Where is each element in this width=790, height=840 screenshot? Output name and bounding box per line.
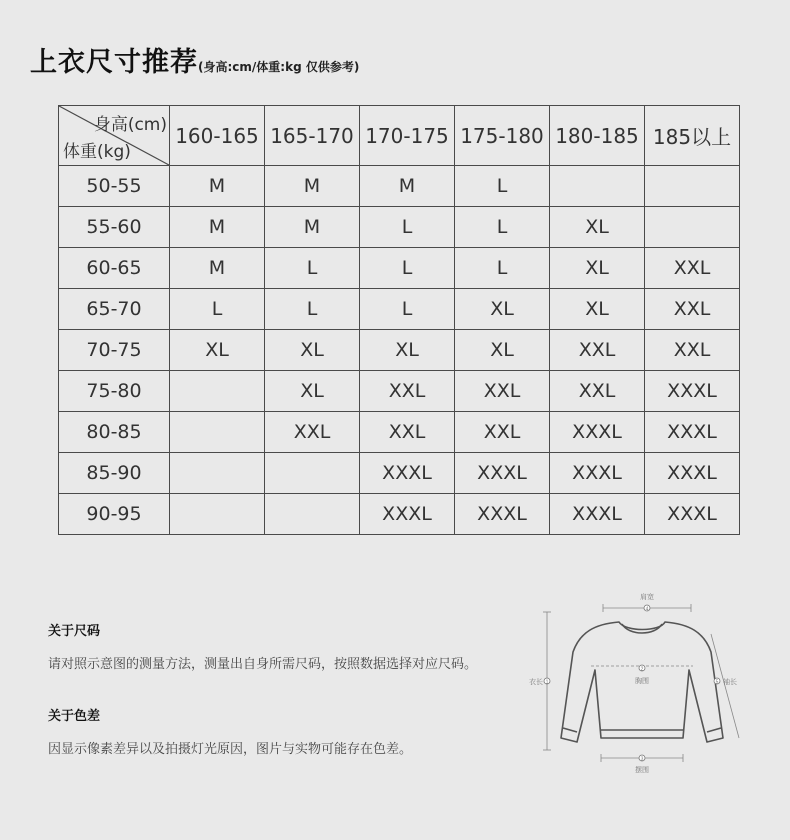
table-row: [59, 207, 740, 248]
size-cell: M: [170, 166, 265, 207]
page-title: [30, 40, 359, 79]
size-cell: XL: [170, 330, 265, 371]
corner-height-label: 身高(cm): [93, 115, 167, 135]
size-cell: XXXL: [455, 494, 550, 535]
num-5: 5: [715, 679, 719, 686]
size-cell: [265, 494, 360, 535]
size-cell: XXXL: [550, 494, 645, 535]
size-cell: XXXL: [645, 453, 740, 494]
size-cell: XXXL: [360, 453, 455, 494]
column-header: 175-180: [455, 106, 550, 166]
size-note-heading: 关于尺码: [48, 624, 101, 639]
size-cell: [645, 207, 740, 248]
num-4: 4: [645, 606, 649, 613]
size-cell: M: [170, 248, 265, 289]
size-cell: [645, 166, 740, 207]
sweater-measurement-diagram: [525, 590, 775, 780]
size-cell: L: [265, 248, 360, 289]
table-row: [59, 289, 740, 330]
size-cell: [550, 166, 645, 207]
size-cell: L: [265, 289, 360, 330]
size-cell: XL: [550, 289, 645, 330]
table-row: [59, 494, 740, 535]
row-weight-label: 55-60: [59, 207, 170, 248]
size-cell: XXL: [360, 371, 455, 412]
measure-labels: [529, 592, 737, 774]
size-cell: XL: [265, 371, 360, 412]
num-3: 3: [640, 756, 644, 763]
num-2: 2: [640, 666, 644, 673]
size-cell: M: [265, 207, 360, 248]
size-cell: XXL: [645, 248, 740, 289]
column-header: 180-185: [550, 106, 645, 166]
table-header-row: [59, 106, 740, 166]
size-note-text: 请对照示意图的测量方法，测量出自身所需尺码，按照数据选择对应尺码。: [48, 657, 478, 672]
color-note-heading: 关于色差: [48, 709, 101, 724]
size-cell: XXL: [550, 330, 645, 371]
table-row: [59, 453, 740, 494]
size-cell: XXL: [455, 412, 550, 453]
size-cell: L: [455, 166, 550, 207]
table-row: [59, 330, 740, 371]
row-weight-label: 75-80: [59, 371, 170, 412]
size-cell: XXXL: [645, 412, 740, 453]
size-cell: M: [265, 166, 360, 207]
hem-label: 摆围: [635, 767, 649, 774]
size-cell: [170, 453, 265, 494]
table-row: [59, 371, 740, 412]
size-cell: [170, 494, 265, 535]
row-weight-label: 60-65: [59, 248, 170, 289]
size-cell: L: [170, 289, 265, 330]
size-cell: XXL: [360, 412, 455, 453]
size-cell: M: [170, 207, 265, 248]
size-cell: XXXL: [360, 494, 455, 535]
size-cell: XXL: [645, 330, 740, 371]
size-cell: XXL: [645, 289, 740, 330]
row-weight-label: 80-85: [59, 412, 170, 453]
notes-section: [48, 620, 478, 764]
size-cell: M: [360, 166, 455, 207]
table-row: [59, 412, 740, 453]
column-header: 170-175: [360, 106, 455, 166]
size-cell: XXXL: [645, 494, 740, 535]
row-weight-label: 90-95: [59, 494, 170, 535]
size-cell: XXXL: [550, 453, 645, 494]
size-cell: L: [360, 248, 455, 289]
table-row: [59, 166, 740, 207]
row-weight-label: 85-90: [59, 453, 170, 494]
size-cell: XXL: [550, 371, 645, 412]
corner-weight-label: 体重(kg): [63, 142, 131, 162]
row-weight-label: 65-70: [59, 289, 170, 330]
size-cell: XL: [550, 248, 645, 289]
color-note-text: 因显示像素差异以及拍摄灯光原因，图片与实物可能存在色差。: [48, 742, 413, 757]
size-cell: L: [360, 207, 455, 248]
length-label: 衣长: [529, 679, 543, 686]
size-cell: L: [455, 207, 550, 248]
size-cell: XXL: [265, 412, 360, 453]
column-header: 165-170: [265, 106, 360, 166]
size-cell: XXXL: [550, 412, 645, 453]
size-cell: XXXL: [645, 371, 740, 412]
column-header: 185以上: [645, 106, 740, 166]
size-cell: XL: [265, 330, 360, 371]
size-table: [58, 105, 740, 535]
size-cell: [265, 453, 360, 494]
shoulder-label: 肩宽: [640, 594, 654, 601]
sleeve-label: 袖长: [723, 679, 737, 686]
size-cell: L: [455, 248, 550, 289]
size-cell: XXXL: [455, 453, 550, 494]
title-main: 上衣尺寸推荐: [30, 47, 198, 78]
table-corner-cell: [59, 106, 170, 166]
size-cell: XL: [360, 330, 455, 371]
row-weight-label: 70-75: [59, 330, 170, 371]
chest-label: 胸围: [635, 678, 649, 685]
size-cell: XL: [455, 289, 550, 330]
size-cell: [170, 371, 265, 412]
table-row: [59, 248, 740, 289]
size-cell: L: [360, 289, 455, 330]
row-weight-label: 50-55: [59, 166, 170, 207]
size-cell: XXL: [455, 371, 550, 412]
num-1: 1: [545, 679, 549, 686]
column-header: 160-165: [170, 106, 265, 166]
size-cell: XL: [550, 207, 645, 248]
title-subtitle: (身高:cm/体重:kg 仅供参考): [198, 60, 360, 74]
size-cell: XL: [455, 330, 550, 371]
size-cell: [170, 412, 265, 453]
